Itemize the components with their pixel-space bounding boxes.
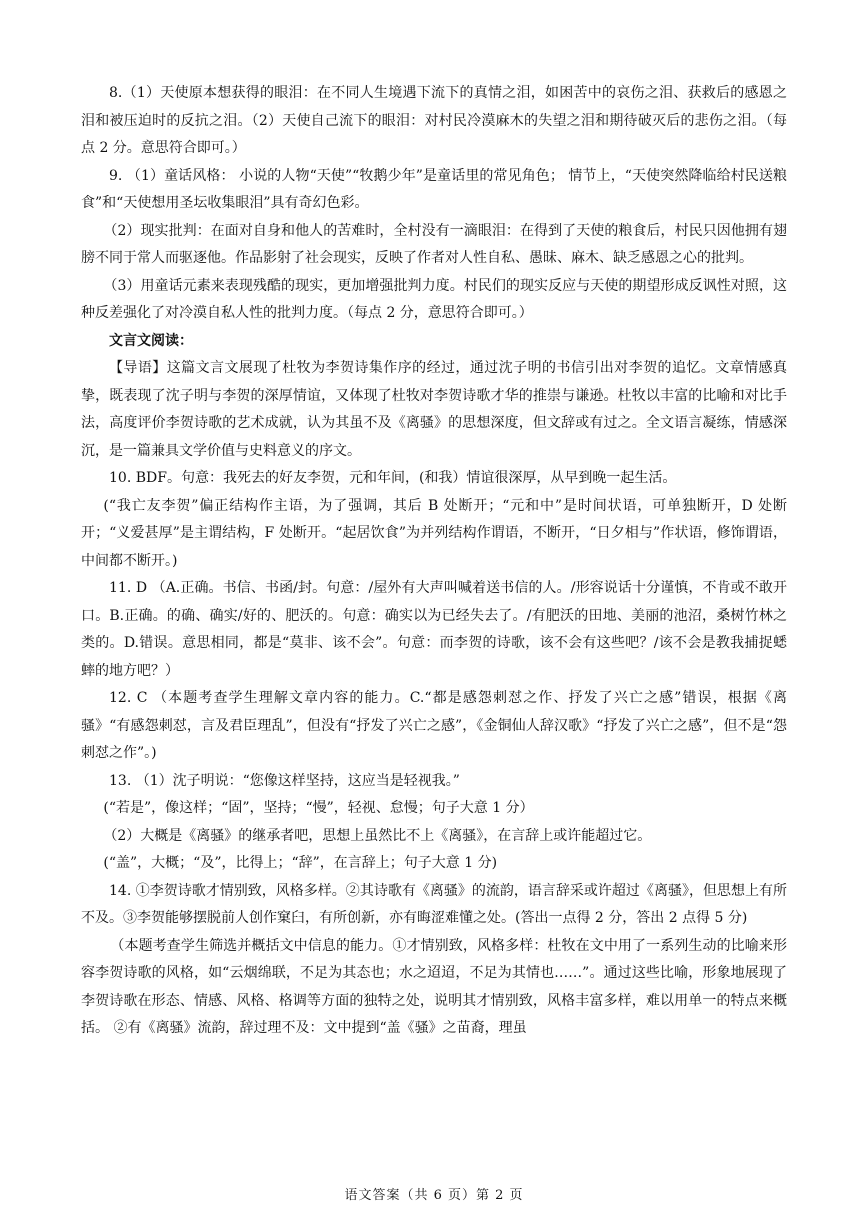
answer-10-explanation: (“我亡友李贺”偏正结构作主语，为了强调，其后 B 处断开；“元和中”是时间状语，可单独断开，D 处断开；“义爱甚厚”是主谓结构，F 处断开。“起居饮食”为并列结构作谓语，不断开，“日夕相与”作状语，修饰谓语，中间都不断开。) (81, 497, 787, 569)
intro-paragraph: 【导语】这篇文言文展现了杜牧为李贺诗集作序的经过，通过沈子明的书信引出对李贺的追忆。文章情感真挚，既表现了沈子明与李贺的深厚情谊，又体现了杜牧对李贺诗歌才华的推崇与谦逊。杜牧以丰富的比喻和对比手法，高度评价李贺诗歌的艺术成就，认为其虽不及《离骚》的思想深度，但文辞或有过之。全文语言凝练，情感深沉，是一篇兼具文学价值与史料意义的序文。 (81, 360, 787, 459)
answer-10: 10. BDF。句意：我死去的好友李贺，元和年间，(和我）情谊很深厚，从早到晚一起生活。 (109, 470, 677, 486)
answer-11: 11. D （A.正确。书信、书函/封。句意：/屋外有大声叫喊着送书信的人。/形容说话十分谨慎，不肯或不敢开口。B.正确。的确、确实/好的、肥沃的。句意：确实以为已经失去了。/有肥沃的田地、美丽的池沼，桑树竹林之类的。D.错误。意思相同，都是“莫非、该不会”。句意：而李贺的诗歌，该不会有这些吧？/该不会是教我捕捉蟋蟀的地方吧？） (81, 580, 787, 679)
answer-13-part-2-scoring: (“盖”，大概；“及”，比得上；“辞”，在言辞上；句子大意 1 分) (103, 855, 498, 871)
answer-9-part-3: （3）用童话元素来表现残酷的现实，更加增强批判力度。村民们的现实反应与天使的期望形成反讽性对照，这种反差强化了对冷漠自私人性的批判力度。（每点 2 分，意思符合即可。） (81, 277, 787, 321)
answer-12: 12. C （本题考查学生理解文章内容的能力。C.“都是感怨刺怼之作、抒发了兴亡之感”错误，根据《离骚》“有感怨刺怼，言及君臣理乱”，但没有“抒发了兴亡之感”，《金铜仙人辞汉歌》“抒发了兴亡之感”，但不是“怨刺怼之作”。) (81, 690, 787, 761)
answer-body (81, 80, 787, 1043)
answer-9-part-2: （2）现实批判：在面对自身和他人的苦难时，全村没有一滴眼泪：在得到了天使的粮食后，村民只因他拥有翅膀不同于常人而驱逐他。作品影射了社会现实，反映了作者对人性自私、愚昧、麻木、缺乏感恩之心的批判。 (81, 222, 787, 266)
answer-13-part-1: 13. （1）沈子明说：“您像这样坚持，这应当是轻视我。” (109, 772, 460, 789)
answer-8: 8.（1）天使原本想获得的眼泪：在不同人生境遇下流下的真情之泪，如困苦中的哀伤之泪、获救后的感恩之泪和被压迫时的反抗之泪。（2）天使自己流下的眼泪：对村民冷漠麻木的失望之泪和期待破灭后的悲伤之泪。（每点 2 分。意思符合即可。） (81, 85, 787, 156)
answer-9-intro: 9. （1）童话风格： 小说的人物“天使”“牧鹅少年”是童话里的常见角色； 情节上，“天使突然降临给村民送粮食”和“天使想用圣坛收集眼泪”具有奇幻色彩。 (81, 167, 787, 211)
page-footer: 语文答案（共 6 页）第 2 页 (344, 1188, 524, 1203)
answer-13-part-1-scoring: (“若是”，像这样；“固”，坚持；“慢”，轻视、怠慢；句子大意 1 分） (103, 800, 534, 816)
answer-13-part-2: （2）大概是《离骚》的继承者吧，思想上虽然比不上《离骚》，在言辞上或许能超过它。 (103, 827, 652, 844)
answer-14: 14. ①李贺诗歌才情别致，风格多样。②其诗歌有《离骚》的流韵，语言辞采或许超过《离骚》，但思想上有所不及。③李贺能够摆脱前人创作窠臼，有所创新，亦有晦涩难懂之处。(答出一点得 2 分，答出 2 点得 5 分) (81, 882, 787, 926)
answer-14-explanation: （本题考查学生筛选并概括文中信息的能力。①才情别致，风格多样：杜牧在文中用了一系列生动的比喻来形容李贺诗歌的风格，如“云烟绵联，不足为其态也；水之迢迢，不足为其情也……”。通过这些比喻，形象地展现了李贺诗歌在形态、情感、风格、格调等方面的独特之处，说明其才情别致，风格丰富多样，难以用单一的特点来概括。 ②有《离骚》流韵，辞过理不及：文中提到“盖《骚》之苗裔，理虽 (81, 937, 787, 1036)
section-heading-classical-chinese: 文言文阅读： (109, 332, 193, 349)
